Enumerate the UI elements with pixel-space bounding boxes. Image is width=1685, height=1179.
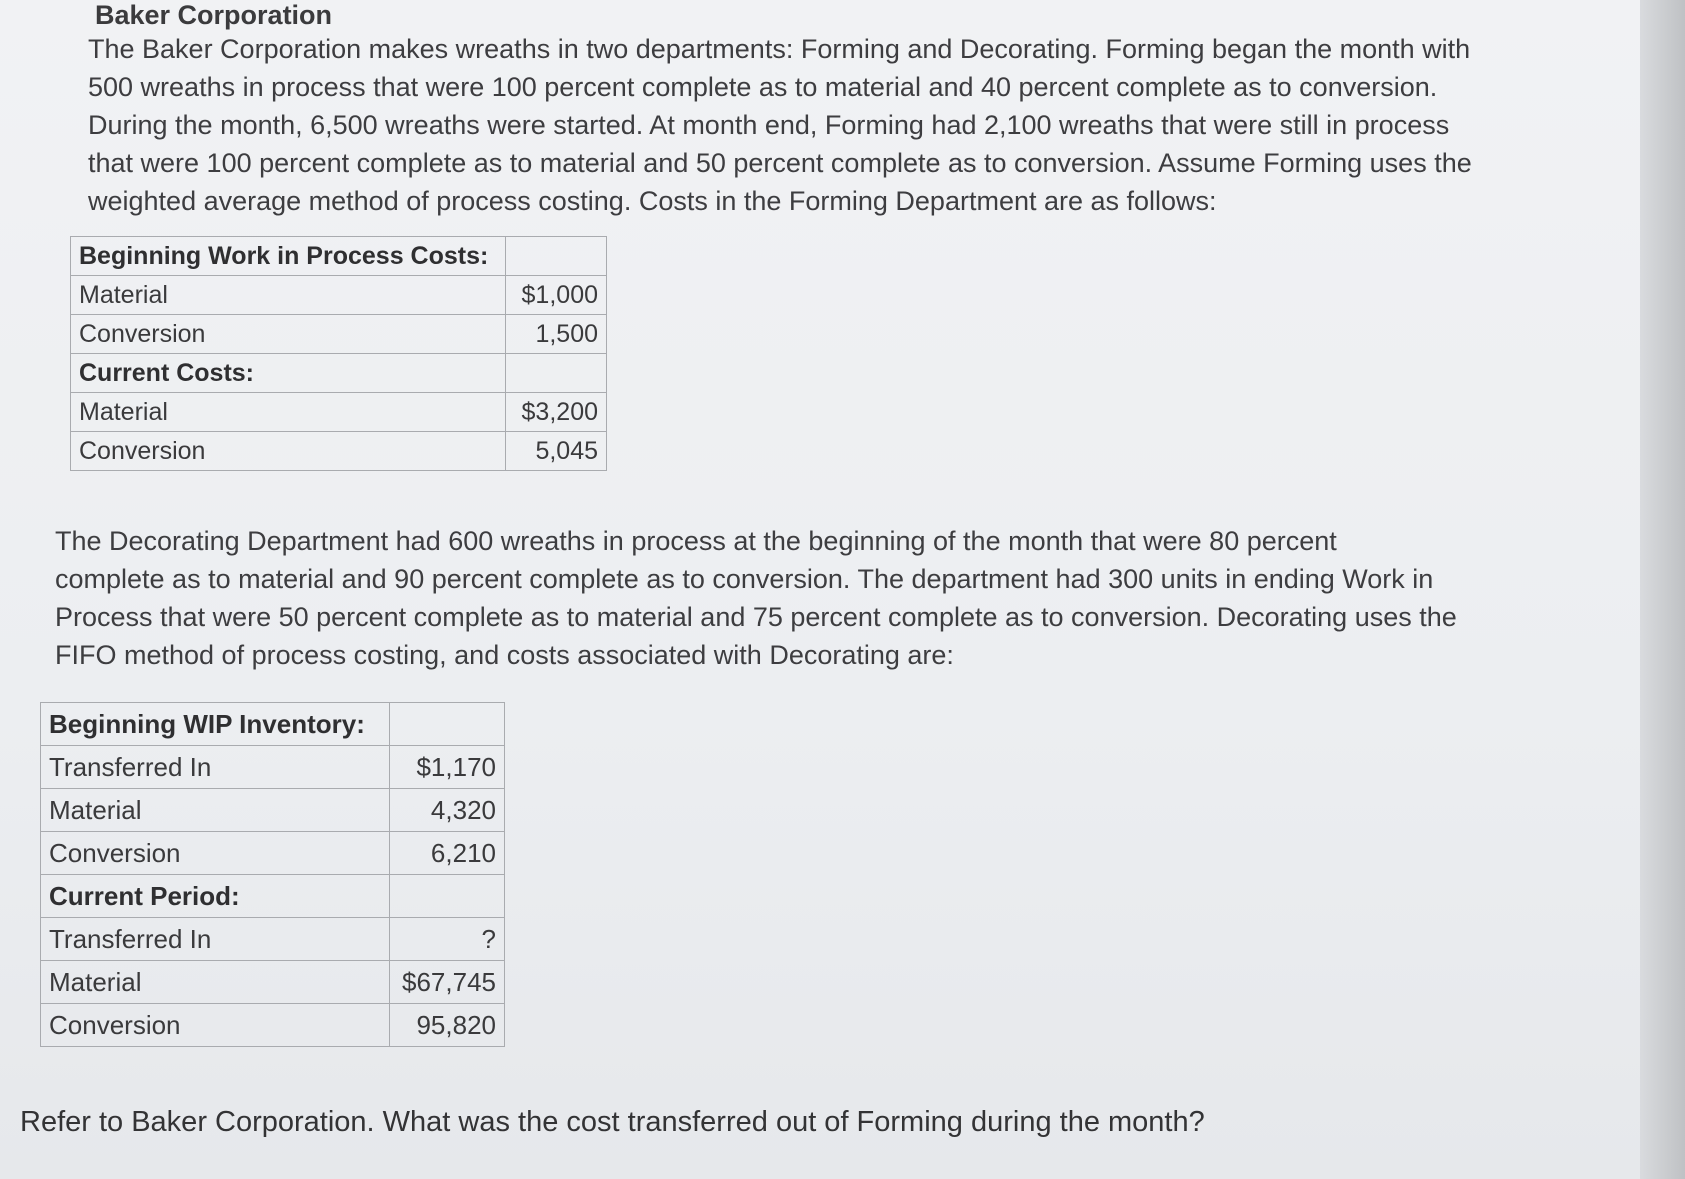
cell-value: 6,210 [390, 832, 505, 875]
cell-label: Conversion [71, 315, 506, 354]
decorating-line: Process that were 50 percent complete as to material and 75 percent complete as to conversion. Decorating uses the [55, 602, 1457, 632]
table-row [71, 432, 607, 471]
decorating-costs-table [40, 702, 505, 1047]
table-row [41, 832, 505, 875]
cell-label: Conversion [41, 1004, 390, 1047]
cell-label: Conversion [71, 432, 506, 471]
decorating-line: complete as to material and 90 percent complete as to conversion. The department had 300 units in ending Work in [55, 564, 1434, 594]
table-row [41, 703, 505, 746]
cell-value: 1,500 [506, 315, 607, 354]
table-row [41, 875, 505, 918]
table-row [41, 746, 505, 789]
cell-value: 95,820 [390, 1004, 505, 1047]
table-row [71, 315, 607, 354]
table-row [71, 354, 607, 393]
section-header: Beginning Work in Process Costs: [71, 237, 506, 276]
table-row [71, 393, 607, 432]
cell-value [390, 875, 505, 918]
cell-value: 4,320 [390, 789, 505, 832]
screen-edge [1640, 0, 1685, 1179]
forming-line: During the month, 6,500 wreaths were started. At month end, Forming had 2,100 wreaths that were still in process [88, 110, 1450, 140]
cell-label: Transferred In [41, 918, 390, 961]
cell-value: $3,200 [506, 393, 607, 432]
cell-value [390, 703, 505, 746]
forming-line: that were 100 percent complete as to material and 50 percent complete as to conversion. Assume Forming uses the [88, 148, 1472, 178]
cell-value [506, 237, 607, 276]
table-row [71, 276, 607, 315]
cell-label: Material [41, 961, 390, 1004]
forming-line: weighted average method of process costing. Costs in the Forming Department are as follows: [88, 186, 1217, 216]
cell-value: $67,745 [390, 961, 505, 1004]
table-row [71, 237, 607, 276]
cell-value [506, 354, 607, 393]
document-heading: Baker Corporation [95, 0, 333, 30]
section-header: Current Period: [41, 875, 390, 918]
decorating-line: FIFO method of process costing, and costs associated with Decorating are: [55, 640, 954, 670]
table-row [41, 1004, 505, 1047]
table-row [41, 918, 505, 961]
cell-label: Material [71, 393, 506, 432]
section-header: Current Costs: [71, 354, 506, 393]
decorating-description [55, 522, 1457, 674]
forming-line: 500 wreaths in process that were 100 percent complete as to material and 40 percent complete as to conversion. [88, 72, 1438, 102]
decorating-line: The Decorating Department had 600 wreaths in process at the beginning of the month that were 80 percent [55, 526, 1337, 556]
table-row [41, 961, 505, 1004]
cell-label: Transferred In [41, 746, 390, 789]
cell-value: $1,000 [506, 276, 607, 315]
cell-value: $1,170 [390, 746, 505, 789]
cell-label: Material [71, 276, 506, 315]
forming-description [88, 30, 1472, 220]
cell-value: 5,045 [506, 432, 607, 471]
cell-value: ? [390, 918, 505, 961]
table-row [41, 789, 505, 832]
question-text: Refer to Baker Corporation. What was the cost transferred out of Forming during the month? [20, 1106, 1205, 1138]
forming-costs-table [70, 236, 607, 471]
forming-line: The Baker Corporation makes wreaths in two departments: Forming and Decorating. Forming began the month with [88, 34, 1471, 64]
cell-label: Conversion [41, 832, 390, 875]
section-header: Beginning WIP Inventory: [41, 703, 390, 746]
cell-label: Material [41, 789, 390, 832]
